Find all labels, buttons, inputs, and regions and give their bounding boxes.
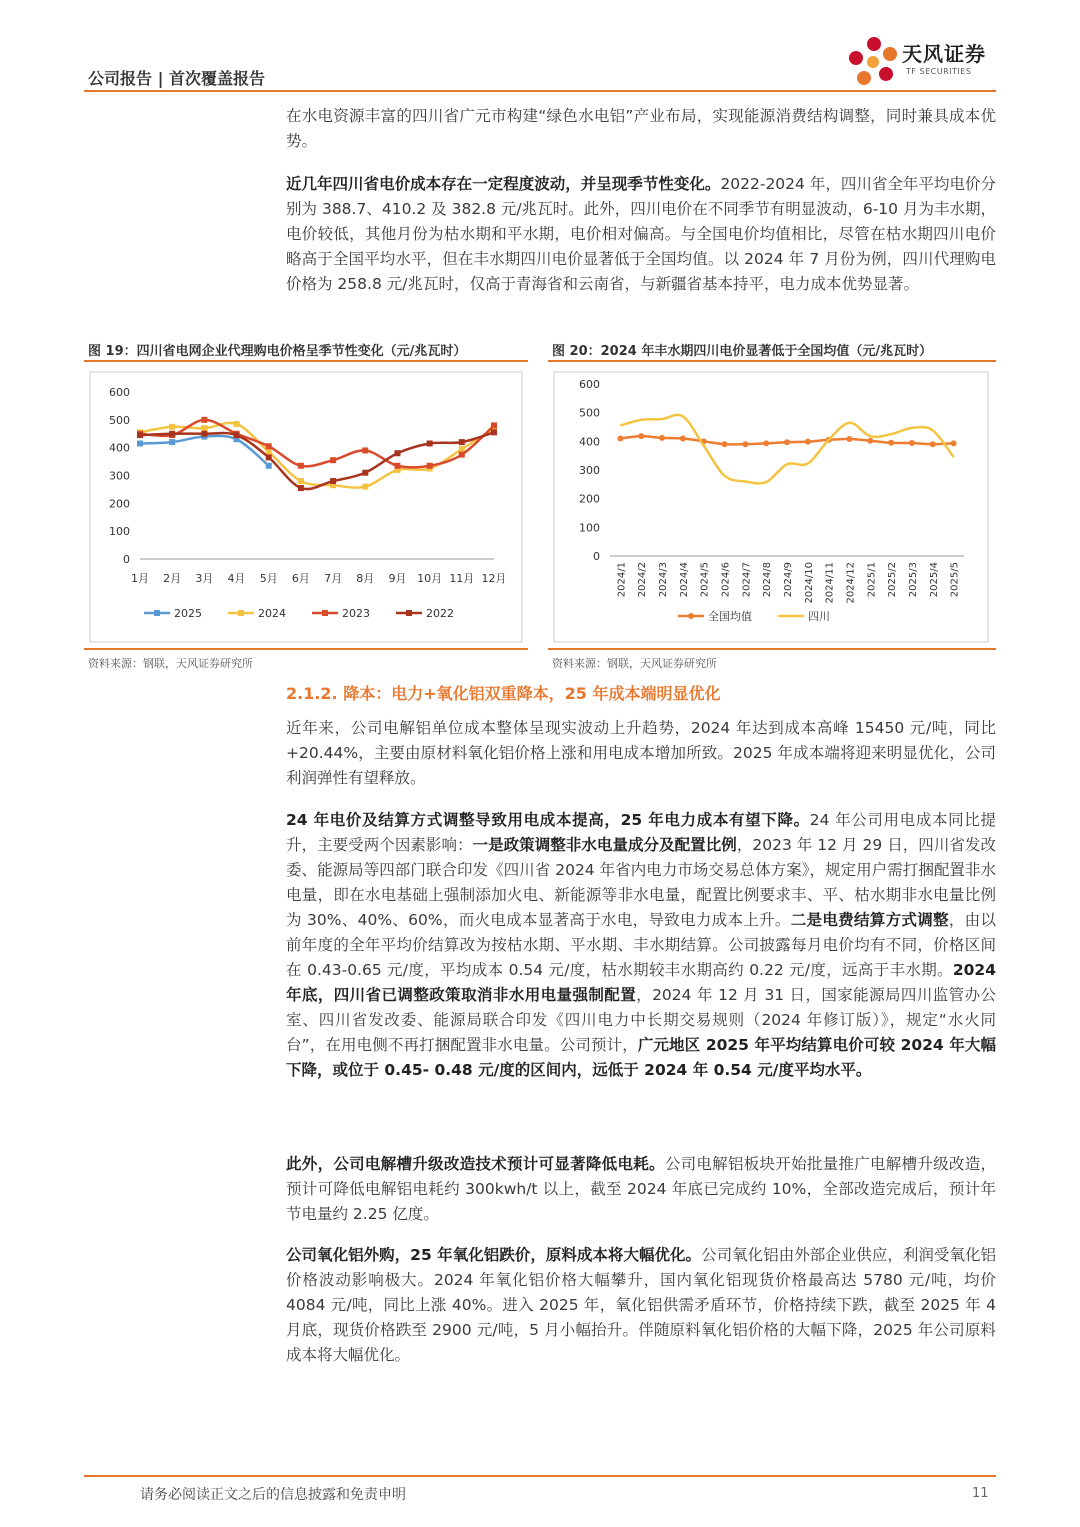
data-point xyxy=(722,441,728,447)
data-point xyxy=(234,421,240,427)
data-point xyxy=(659,435,665,441)
paragraph-bold: 广元地区 2025 年平均结算电价可较 2024 年大幅下降，或位于 0.45- 0.48 元/度的区间内，远低于 2024 年 0.54 元/度平均水平。 xyxy=(286,1036,996,1079)
data-point xyxy=(298,485,304,491)
paragraph-cost-trend xyxy=(286,716,996,791)
x-tick-label: 2025/4 xyxy=(928,562,940,598)
data-point xyxy=(459,446,465,452)
paragraph-lead: 此外，公司电解槽升级改造技术预计可显著降低电耗。 xyxy=(286,1155,665,1173)
data-point xyxy=(137,440,143,446)
fig19-title: 图 19：四川省电网企业代理购电价格呈季节性变化（元/兆瓦时） xyxy=(88,344,467,359)
paragraph-bold: 一是政策调整非水电量成分及配置比例 xyxy=(472,836,737,854)
data-point xyxy=(805,439,811,445)
y-tick-label: 500 xyxy=(109,413,130,427)
legend-marker xyxy=(154,610,160,616)
x-tick-label: 2025/2 xyxy=(887,562,899,598)
paragraph-intro xyxy=(286,104,996,154)
data-point xyxy=(638,433,644,439)
x-tick-label: 2024/11 xyxy=(824,562,836,604)
data-point xyxy=(394,463,400,469)
data-point xyxy=(266,443,272,449)
paragraph-text: 2022-2024 年，四川省全年平均电价分别为 388.7、410.2 及 382.8 元/兆瓦时。此外，四川电价在不同季节有明显波动，6-10 月为丰水期，电价较低，其他月份为枯水期和平水期，电价相对偏高。与全国电价均值相比，尽管在枯水期四川电价略高于全国平均水平，但在丰水期四川电价显著低于全国均值。以 2024 年 7 月份为例，四川代理购电价格为 258.8 元/兆瓦时，仅高于青海省和云南省，与新疆省基本持平，电力成本优势显著。 xyxy=(286,175,996,293)
data-point xyxy=(298,478,304,484)
data-point xyxy=(427,463,433,469)
x-tick-label: 4月 xyxy=(227,572,246,585)
fig20-bottom-rule xyxy=(548,648,996,650)
data-point xyxy=(930,441,936,447)
legend-label: 2022 xyxy=(426,607,454,620)
data-point xyxy=(617,435,623,441)
x-tick-label: 12月 xyxy=(481,572,507,585)
x-tick-label: 2025/3 xyxy=(907,562,919,598)
x-tick-label: 2024/6 xyxy=(720,562,732,598)
data-point xyxy=(362,484,368,490)
y-tick-label: 0 xyxy=(593,550,600,563)
data-point xyxy=(266,449,272,455)
data-point xyxy=(491,429,497,435)
fig19-rule xyxy=(84,360,528,362)
paragraph-cell-upgrade xyxy=(286,1152,996,1227)
x-tick-label: 3月 xyxy=(195,572,214,585)
paragraph-electricity-cost xyxy=(286,808,996,1083)
legend-label: 2025 xyxy=(174,607,202,620)
data-point xyxy=(951,440,957,446)
data-point xyxy=(362,470,368,476)
x-tick-label: 7月 xyxy=(324,572,343,585)
legend-label: 2024 xyxy=(258,607,286,620)
data-point xyxy=(888,440,894,446)
x-tick-label: 2024/10 xyxy=(803,562,815,604)
chart-frame xyxy=(90,372,522,642)
x-tick-label: 2025/1 xyxy=(866,562,878,598)
data-point xyxy=(201,431,207,437)
fig19-source: 资料来源：钢联，天风证券研究所 xyxy=(88,657,253,670)
data-point xyxy=(846,436,852,442)
footer-rule xyxy=(84,1475,996,1477)
paragraph-text: 近年来，公司电解铝单位成本整体呈现实波动上升趋势，2024 年达到成本高峰 15450 元/吨，同比+20.44%，主要由原材料氧化铝价格上涨和用电成本增加所致。2025 年成本端将迎来明显优化，公司利润弹性有望释放。 xyxy=(286,719,996,787)
y-tick-label: 200 xyxy=(579,492,600,506)
legend-marker xyxy=(322,610,328,616)
paragraph-lead: 24 年电价及结算方式调整导致用电成本提高，25 年电力成本有望下降。 xyxy=(286,811,810,829)
x-tick-label: 1月 xyxy=(131,572,149,585)
footer-disclaimer: 请务必阅读正文之后的信息披露和免责申明 xyxy=(140,1487,406,1503)
x-tick-label: 2024/7 xyxy=(741,562,753,598)
y-tick-label: 100 xyxy=(579,521,600,535)
paragraph-text: 24 年公司用电成本同比提升，主要受两个因素影响： xyxy=(286,811,996,854)
fig19-bottom-rule xyxy=(84,648,528,650)
company-logo xyxy=(846,34,996,90)
paragraph-text: ，2023 年 12 月 29 日，四川省发改委、能源局等四部门联合印发《四川省 2024 年省内电力市场交易总体方案》，规定用户需打捆配置非水电量，即在水电基础上强制添加火电、新能源等非水电量，配置比例要求丰、平、枯水期非水电量比例为 30%、40%、60%，而火电成本显著高于水电，导致电力成本上升。 xyxy=(286,836,996,929)
y-tick-label: 100 xyxy=(109,525,130,539)
fig19-chart-svg xyxy=(84,366,528,648)
x-tick-label: 2024/8 xyxy=(762,562,774,598)
fig20-chart xyxy=(548,366,996,648)
paragraph-text: 在水电资源丰富的四川省广元市构建“绿色水电铝”产业布局，实现能源消费结构调整，同时兼具成本优势。 xyxy=(286,107,996,150)
y-tick-label: 300 xyxy=(579,464,600,477)
data-point xyxy=(867,438,873,444)
legend-label: 2023 xyxy=(342,607,370,620)
x-tick-label: 8月 xyxy=(356,572,375,585)
data-point xyxy=(427,440,433,446)
data-point xyxy=(680,435,686,441)
data-point xyxy=(784,439,790,445)
y-tick-label: 600 xyxy=(109,386,130,399)
paragraph-text: ，2024 年 12 月 31 日，国家能源局四川监管办公室、四川省发改委、能源局联合印发《四川电力中长期交易规则（2024 年修订版）》，规定“水火同台”，在用电侧不再打捆配置非水电量。公司预计， xyxy=(286,986,996,1054)
logo-text-cn: 天风证券 xyxy=(902,42,986,66)
y-tick-label: 500 xyxy=(579,406,600,420)
data-point xyxy=(169,431,175,437)
paragraph-text: 公司氧化铝由外部企业供应，利润受氧化铝价格波动影响极大。2024 年氧化铝价格大幅攀升，国内氧化铝现货价格最高达 5780 元/吨，均价 4084 元/吨，同比上涨 40%。进入 2025 年，氧化铝供需矛盾环节，价格持续下跌，截至 2025 年 4 月底，现货价格跌至 2900 元/吨，5 月小幅抬升。伴随原料氧化铝价格的大幅下降，2025 年公司原料成本将大幅优化。 xyxy=(286,1246,996,1364)
legend-label: 四川 xyxy=(808,610,830,623)
data-point xyxy=(298,463,304,469)
x-tick-label: 11月 xyxy=(449,572,475,585)
chart-frame xyxy=(554,372,988,642)
data-point xyxy=(201,425,207,431)
data-point xyxy=(459,439,465,445)
page-header xyxy=(84,42,996,94)
y-tick-label: 400 xyxy=(579,435,600,449)
data-point xyxy=(763,440,769,446)
y-tick-label: 600 xyxy=(579,378,600,391)
paragraph-lead: 公司氧化铝外购，25 年氧化铝跌价，原料成本将大幅优化。 xyxy=(286,1246,702,1264)
breadcrumb: 公司报告 | 首次覆盖报告 xyxy=(88,69,265,88)
fig19-chart xyxy=(84,366,528,648)
data-point xyxy=(266,463,272,469)
x-tick-label: 9月 xyxy=(388,572,407,585)
x-tick-label: 2024/9 xyxy=(783,562,794,598)
fig20-rule xyxy=(548,360,996,362)
paragraph-bold: 2024 年底，四川省已调整政策取消非水用电量强制配置 xyxy=(286,961,996,1004)
page-number: 11 xyxy=(972,1486,989,1501)
series-line-2025 xyxy=(140,436,269,466)
x-tick-label: 2024/12 xyxy=(845,562,857,604)
x-tick-label: 2025/5 xyxy=(949,562,961,598)
series-line-2022 xyxy=(140,432,494,489)
legend-label: 全国均值 xyxy=(708,610,752,623)
paragraph-text: 公司电解铝板块开始批量推广电解槽升级改造，预计可降低电解铝电耗约 300kwh/t 以上，截至 2024 年底已完成约 10%，全部改造完成后，预计年节电量约 2.25 亿度。 xyxy=(286,1155,996,1223)
data-point xyxy=(137,432,143,438)
data-point xyxy=(459,452,465,458)
data-point xyxy=(330,457,336,463)
x-tick-label: 2024/3 xyxy=(658,562,670,598)
x-tick-label: 10月 xyxy=(417,572,443,585)
logo-text-en: TF SECURITIES xyxy=(906,67,972,76)
fig20-chart-svg xyxy=(548,366,996,648)
y-tick-label: 200 xyxy=(109,497,130,511)
data-point xyxy=(394,450,400,456)
x-tick-label: 5月 xyxy=(259,572,278,585)
data-point xyxy=(169,424,175,430)
data-point xyxy=(742,441,748,447)
x-tick-label: 2024/4 xyxy=(678,562,690,598)
data-point xyxy=(909,440,915,446)
x-tick-label: 2024/1 xyxy=(616,562,628,598)
data-point xyxy=(330,478,336,484)
paragraph-price-volatility xyxy=(286,172,996,297)
series-line-四川 xyxy=(620,415,953,484)
y-tick-label: 300 xyxy=(109,469,130,483)
x-tick-label: 6月 xyxy=(291,572,310,585)
x-tick-label: 2月 xyxy=(163,572,182,585)
y-tick-label: 400 xyxy=(109,441,130,455)
paragraph-bold: 二是电费结算方式调整 xyxy=(790,911,949,929)
paragraph-text: ，由以前年度的全年平均价结算改为按枯水期、平水期、丰水期结算。公司披露每月电价均有不同，价格区间在 0.43-0.65 元/度，平均成本 0.54 元/度，枯水期较丰水期高约 0.22 元/度，远高于丰水期。 xyxy=(286,911,996,979)
data-point xyxy=(201,417,207,423)
x-tick-label: 2024/2 xyxy=(637,562,649,598)
section-heading: 2.1.2. 降本：电力+氧化铝双重降本，25 年成本端明显优化 xyxy=(286,684,721,703)
data-point xyxy=(169,439,175,445)
fig20-title: 图 20：2024 年丰水期四川电价显著低于全国均值（元/兆瓦时） xyxy=(552,344,933,359)
legend-marker xyxy=(688,613,694,619)
flower-logo-icon xyxy=(846,34,902,90)
x-tick-label: 2024/5 xyxy=(699,562,711,598)
legend-marker xyxy=(406,610,412,616)
data-point xyxy=(362,447,368,453)
y-tick-label: 0 xyxy=(123,553,130,566)
data-point xyxy=(491,422,497,428)
legend-marker xyxy=(238,610,244,616)
header-rule xyxy=(84,90,996,92)
fig20-source: 资料来源：钢联，天风证券研究所 xyxy=(552,657,717,670)
data-point xyxy=(234,432,240,438)
paragraph-alumina xyxy=(286,1243,996,1368)
data-point xyxy=(266,454,272,460)
paragraph-lead: 近几年四川省电价成本存在一定程度波动，并呈现季节性变化。 xyxy=(286,175,721,193)
